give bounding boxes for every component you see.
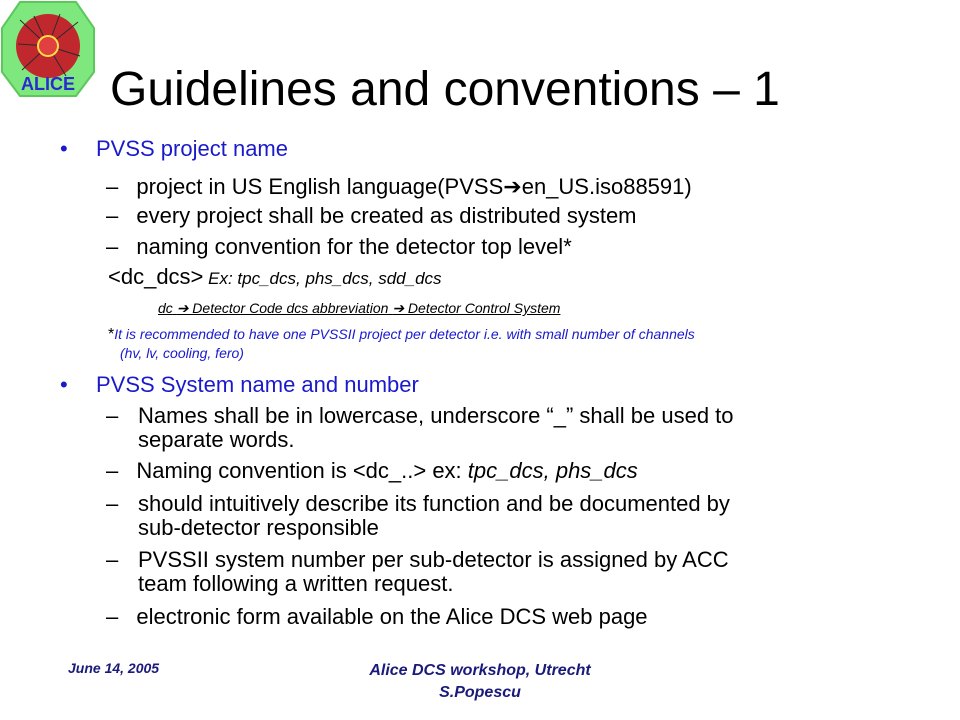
- note-line-1: *It is recommended to have one PVSSII project per detector i.e. with small number of channels: [108, 326, 695, 343]
- section2-heading: PVSS System name and number: [96, 372, 419, 397]
- bullet-2: •: [60, 372, 68, 397]
- section1-heading: PVSS project name: [96, 136, 288, 161]
- list-item: – should intuitively describe its function and be documented by sub-detector responsible: [106, 491, 730, 540]
- list-item: – Naming convention is <dc_..> ex: tpc_dcs, phs_dcs: [106, 458, 638, 483]
- bullet-1: •: [60, 136, 68, 161]
- list-item: – naming convention for the detector top level*: [106, 234, 572, 259]
- list-item: – every project shall be created as distributed system: [106, 203, 637, 228]
- list-item: – project in US English language(PVSS➔en_US.iso88591): [106, 174, 692, 199]
- list-item: – Names shall be in lowercase, underscore “_” shall be used to separate words.: [106, 403, 734, 452]
- example-line: <dc_dcs> Ex: tpc_dcs, phs_dcs, sdd_dcs: [108, 264, 442, 289]
- alice-logo-icon: [0, 0, 96, 100]
- legend-line: dc ➔ Detector Code dcs abbreviation ➔ Detector Control System: [158, 300, 561, 316]
- svg-text:ALICE: ALICE: [21, 74, 75, 94]
- footer-author: S.Popescu: [439, 684, 521, 701]
- footer-date: June 14, 2005: [68, 660, 160, 676]
- list-item: – PVSSII system number per sub-detector is assigned by ACC team following a written request.: [106, 547, 729, 596]
- arrow-icon: ➔: [503, 174, 522, 199]
- arrow-icon: ➔: [176, 300, 189, 316]
- note-line-2: (hv, lv, cooling, fero): [120, 345, 244, 361]
- list-item: – electronic form available on the Alice DCS web page: [106, 604, 648, 629]
- page-title: Guidelines and conventions – 1: [110, 63, 780, 116]
- footer-event: Alice DCS workshop, Utrecht: [369, 662, 591, 679]
- arrow-icon: ➔: [392, 300, 405, 316]
